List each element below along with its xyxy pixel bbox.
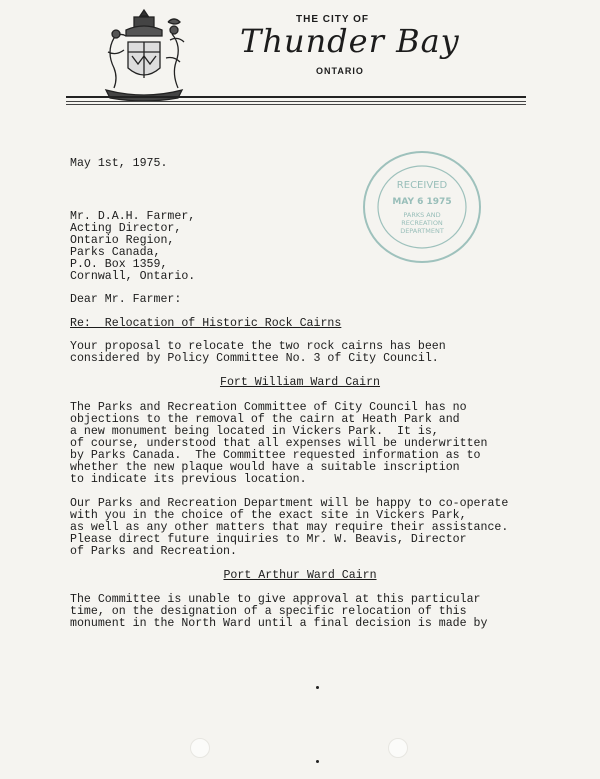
stamp-dept-1: PARKS AND — [403, 211, 441, 219]
paragraph-line: of course, understood that all expenses will be underwritten — [70, 437, 488, 450]
subject-line: Re: Relocation of Historic Rock Cairns — [70, 317, 342, 330]
paragraph-line: as well as any other matters that may require their assistance. — [70, 521, 509, 534]
letterhead-city-name: Thunder Bay — [240, 22, 460, 60]
intro-line: considered by Policy Committee No. 3 of City Council. — [70, 352, 439, 365]
coat-of-arms-logo — [98, 8, 190, 102]
letterhead-province: ONTARIO — [316, 66, 364, 76]
paragraph-line: of Parks and Recreation. — [70, 545, 237, 558]
paragraph-line: Please direct future inquiries to Mr. W. Beavis, Director — [70, 533, 467, 546]
paragraph-line: whether the new plaque would have a suitable inscription — [70, 461, 460, 474]
received-stamp — [360, 148, 484, 266]
section-heading-fort-william: Fort William Ward Cairn — [219, 376, 381, 389]
paragraph-line: Our Parks and Recreation Department will be happy to co-operate — [70, 497, 509, 510]
paragraph-line: objections to the removal of the cairn at Heath Park and — [70, 413, 460, 426]
recipient-line: P.O. Box 1359, — [70, 258, 168, 271]
punch-hole — [190, 738, 210, 758]
paragraph-line: a new monument being located in Vickers Park. It is, — [70, 425, 439, 438]
paragraph-line: to indicate its previous location. — [70, 473, 307, 486]
letterhead-rule — [66, 104, 526, 105]
recipient-line: Ontario Region, — [70, 234, 175, 247]
letterhead-city-of: THE CITY OF — [296, 14, 370, 25]
letterhead-rule — [66, 101, 526, 102]
intro-line: Your proposal to relocate the two rock cairns has been — [70, 340, 446, 353]
recipient-line: Acting Director, — [70, 222, 182, 235]
recipient-line: Parks Canada, — [70, 246, 161, 259]
stamp-date: MAY 6 1975 — [392, 197, 452, 207]
letter-date: May 1st, 1975. — [70, 157, 168, 170]
salutation: Dear Mr. Farmer: — [70, 293, 182, 306]
section-heading-port-arthur: Port Arthur Ward Cairn — [223, 569, 377, 582]
paragraph-line: by Parks Canada. The Committee requested information as to — [70, 449, 481, 462]
paragraph-line: The Parks and Recreation Committee of City Council has no — [70, 401, 467, 414]
ink-mark — [316, 686, 319, 689]
recipient-line: Mr. D.A.H. Farmer, — [70, 210, 196, 223]
punch-hole — [388, 738, 408, 758]
stamp-dept-3: DEPARTMENT — [400, 227, 444, 235]
stamp-dept-2: RECREATION — [401, 219, 443, 227]
recipient-line: Cornwall, Ontario. — [70, 270, 196, 283]
paragraph-line: time, on the designation of a specific relocation of this — [70, 605, 467, 618]
paragraph-line: monument in the North Ward until a final decision is made by — [70, 617, 488, 630]
letterhead-rule — [66, 96, 526, 98]
stamp-received: RECEIVED — [396, 180, 448, 191]
ink-mark — [316, 760, 319, 763]
paragraph-line: with you in the choice of the exact site in Vickers Park, — [70, 509, 467, 522]
paragraph-line: The Committee is unable to give approval at this particular — [70, 593, 481, 606]
